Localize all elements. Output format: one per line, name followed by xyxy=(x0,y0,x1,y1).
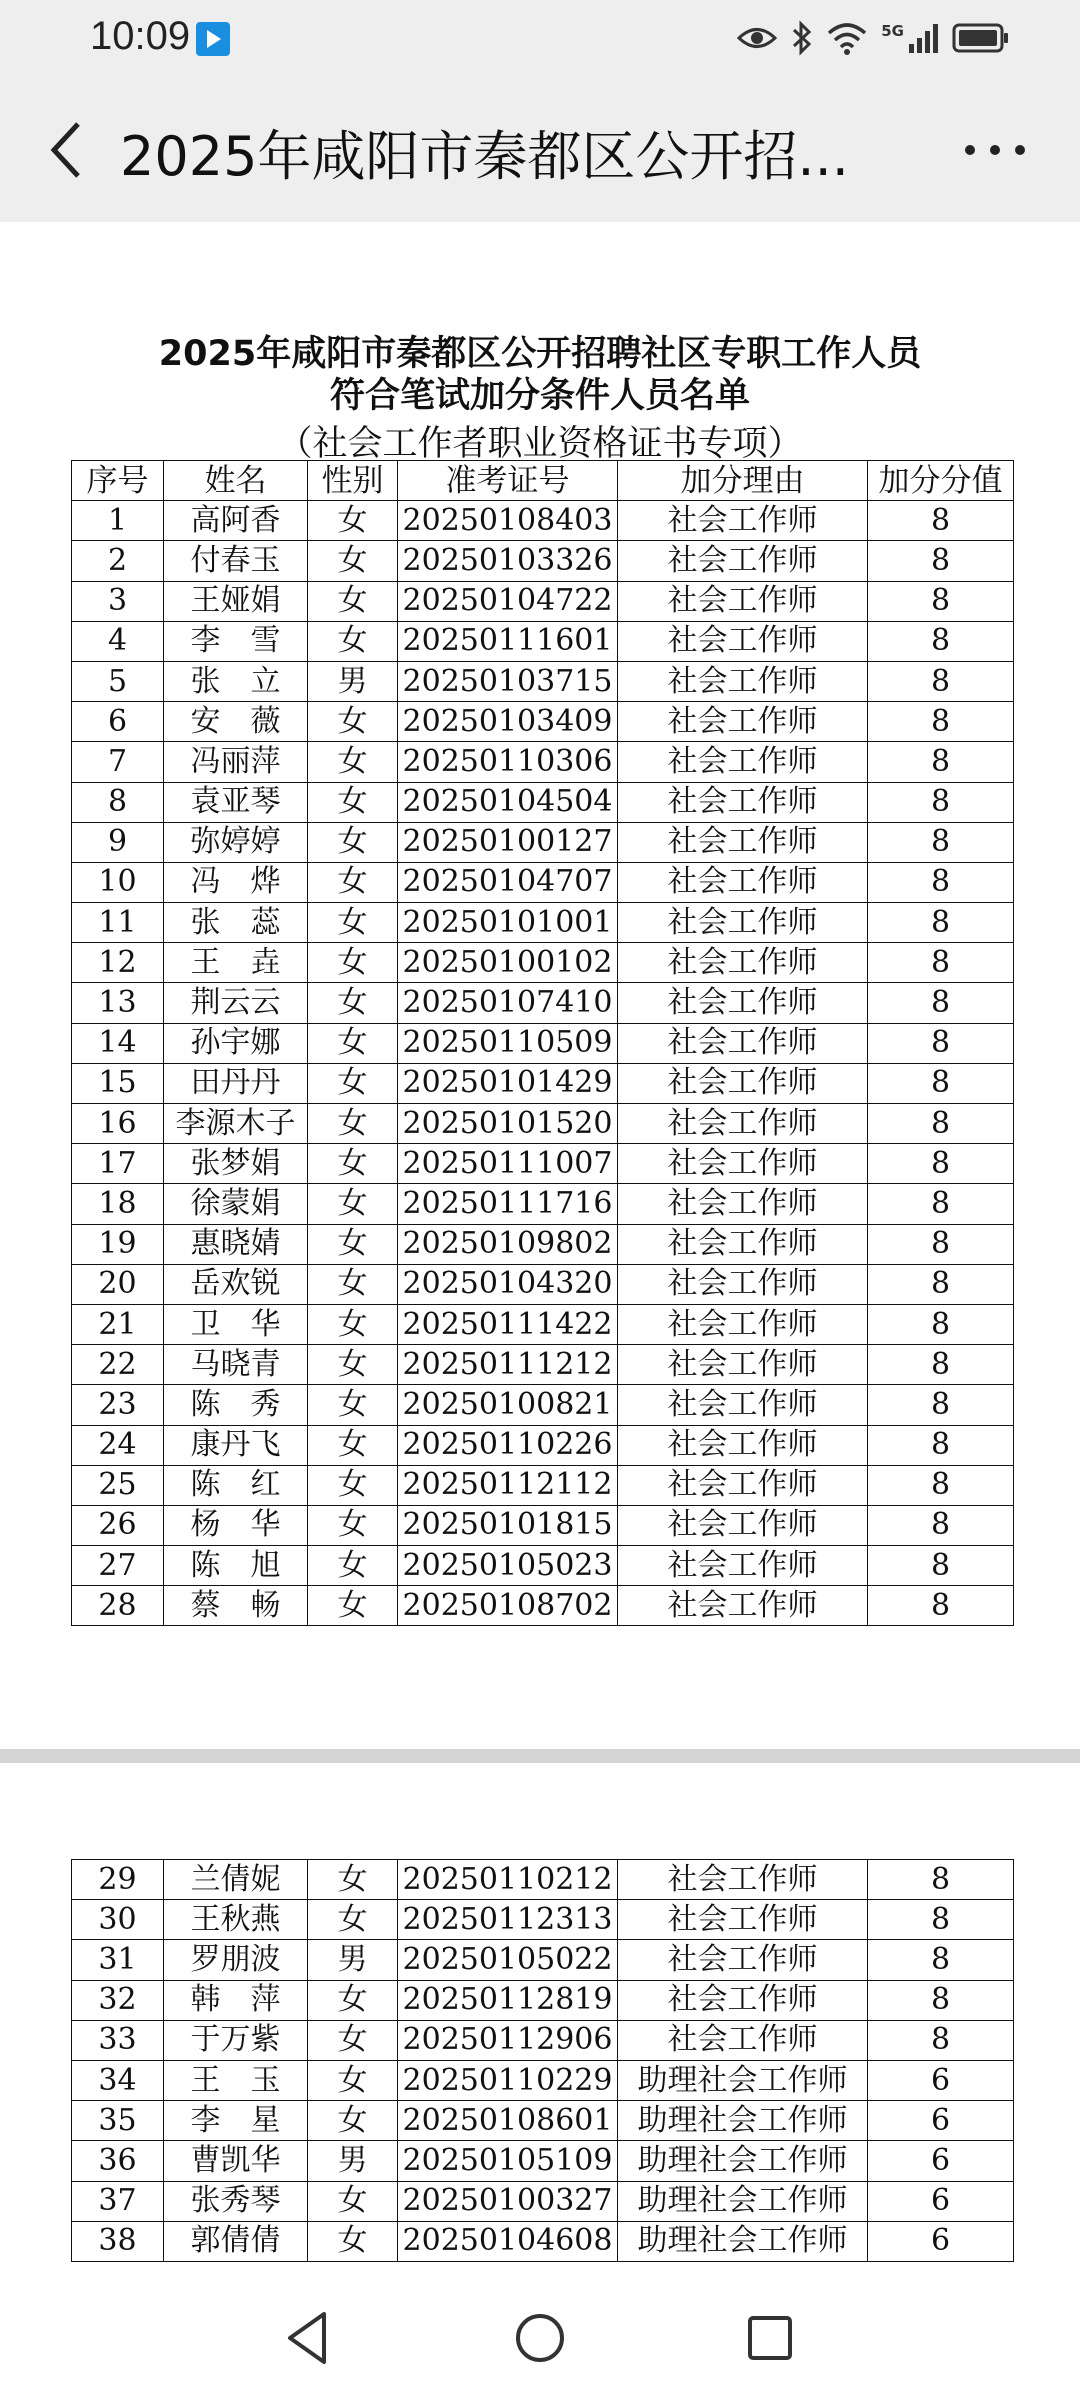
cell-gender: 女 xyxy=(308,2181,398,2221)
cell-exam-id: 20250110212 xyxy=(398,1860,618,1900)
cell-gender: 女 xyxy=(308,862,398,902)
cell-gender: 女 xyxy=(308,1505,398,1545)
more-options-icon[interactable] xyxy=(960,130,1030,170)
cell-index: 7 xyxy=(72,742,164,782)
cell-exam-id: 20250109802 xyxy=(398,1224,618,1264)
cell-index: 4 xyxy=(72,621,164,661)
cell-reason: 社会工作师 xyxy=(618,1900,868,1940)
table-row xyxy=(72,782,1014,822)
cell-gender: 女 xyxy=(308,822,398,862)
cell-index: 24 xyxy=(72,1425,164,1465)
cell-index: 21 xyxy=(72,1304,164,1344)
cell-name: 王 玉 xyxy=(164,2060,308,2100)
cell-name: 曹凯华 xyxy=(164,2141,308,2181)
cell-points: 8 xyxy=(868,822,1014,862)
cell-reason: 社会工作师 xyxy=(618,1345,868,1385)
cell-exam-id: 20250100127 xyxy=(398,822,618,862)
status-bar xyxy=(0,0,1080,78)
cell-exam-id: 20250110509 xyxy=(398,1023,618,1063)
cell-index: 35 xyxy=(72,2101,164,2141)
cell-points: 8 xyxy=(868,1385,1014,1425)
cell-index: 12 xyxy=(72,943,164,983)
cell-name: 孙宇娜 xyxy=(164,1023,308,1063)
cell-points: 8 xyxy=(868,1980,1014,2020)
table-row xyxy=(72,2141,1014,2181)
cell-name: 卫 华 xyxy=(164,1304,308,1344)
table-row xyxy=(72,2181,1014,2221)
notification-app-icon xyxy=(196,22,230,56)
cell-gender: 女 xyxy=(308,501,398,541)
cell-exam-id: 20250103409 xyxy=(398,702,618,742)
cell-exam-id: 20250103715 xyxy=(398,661,618,701)
cell-name: 田丹丹 xyxy=(164,1063,308,1103)
cell-gender: 女 xyxy=(308,1425,398,1465)
cell-name: 陈 秀 xyxy=(164,1385,308,1425)
cell-name: 冯 烨 xyxy=(164,862,308,902)
cell-exam-id: 20250111422 xyxy=(398,1304,618,1344)
cell-gender: 女 xyxy=(308,541,398,581)
cell-gender: 女 xyxy=(308,1546,398,1586)
page-title: 2025年咸阳市秦都区公开招... xyxy=(120,125,849,188)
table-row xyxy=(72,621,1014,661)
table-row xyxy=(72,2020,1014,2060)
table-row xyxy=(72,1184,1014,1224)
document-title-line2: 符合笔试加分条件人员名单 xyxy=(329,376,750,416)
cell-gender: 女 xyxy=(308,1900,398,1940)
cell-points: 8 xyxy=(868,702,1014,742)
cell-name: 张 蕊 xyxy=(164,903,308,943)
cell-name: 韩 萍 xyxy=(164,1980,308,2020)
cell-reason: 助理社会工作师 xyxy=(618,2141,868,2181)
cell-reason: 助理社会工作师 xyxy=(618,2221,868,2261)
cell-index: 14 xyxy=(72,1023,164,1063)
cell-points: 8 xyxy=(868,782,1014,822)
cell-index: 17 xyxy=(72,1144,164,1184)
cell-points: 8 xyxy=(868,1425,1014,1465)
cell-exam-id: 20250105023 xyxy=(398,1546,618,1586)
cell-gender: 女 xyxy=(308,1063,398,1103)
header-index: 序号 xyxy=(72,461,164,501)
cell-points: 8 xyxy=(868,903,1014,943)
cell-reason: 社会工作师 xyxy=(618,862,868,902)
cell-points: 8 xyxy=(868,1940,1014,1980)
signal-icon xyxy=(908,22,938,54)
cell-name: 李 星 xyxy=(164,2101,308,2141)
cell-gender: 女 xyxy=(308,1980,398,2020)
cell-reason: 社会工作师 xyxy=(618,1104,868,1144)
table-row xyxy=(72,1385,1014,1425)
cell-exam-id: 20250110306 xyxy=(398,742,618,782)
table-row xyxy=(72,702,1014,742)
cell-points: 6 xyxy=(868,2181,1014,2221)
table-row xyxy=(72,2221,1014,2261)
cell-gender: 女 xyxy=(308,1184,398,1224)
table-row xyxy=(72,1304,1014,1344)
table-row xyxy=(72,1860,1014,1900)
cell-exam-id: 20250104504 xyxy=(398,782,618,822)
cell-name: 王 垚 xyxy=(164,943,308,983)
cell-exam-id: 20250105022 xyxy=(398,1940,618,1980)
cell-reason: 社会工作师 xyxy=(618,1465,868,1505)
cell-gender: 女 xyxy=(308,1586,398,1626)
network-type-label: 5G xyxy=(881,22,904,40)
cell-exam-id: 20250108403 xyxy=(398,501,618,541)
cell-exam-id: 20250111007 xyxy=(398,1144,618,1184)
cell-reason: 社会工作师 xyxy=(618,782,868,822)
cell-reason: 社会工作师 xyxy=(618,621,868,661)
cell-points: 8 xyxy=(868,541,1014,581)
cell-reason: 社会工作师 xyxy=(618,983,868,1023)
header-points: 加分分值 xyxy=(868,461,1014,501)
cell-name: 高阿香 xyxy=(164,501,308,541)
cell-name: 张秀琴 xyxy=(164,2181,308,2221)
cell-exam-id: 20250100327 xyxy=(398,2181,618,2221)
home-circle-icon[interactable] xyxy=(508,2306,572,2370)
cell-reason: 社会工作师 xyxy=(618,1304,868,1344)
cell-reason: 社会工作师 xyxy=(618,822,868,862)
table-header-row xyxy=(72,461,1014,501)
cell-index: 9 xyxy=(72,822,164,862)
cell-index: 10 xyxy=(72,862,164,902)
cell-name: 王秋燕 xyxy=(164,1900,308,1940)
cell-gender: 男 xyxy=(308,661,398,701)
cell-gender: 女 xyxy=(308,1144,398,1184)
cell-points: 8 xyxy=(868,1900,1014,1940)
battery-icon xyxy=(952,23,1010,53)
cell-gender: 女 xyxy=(308,742,398,782)
cell-index: 34 xyxy=(72,2060,164,2100)
cell-name: 付春玉 xyxy=(164,541,308,581)
recents-square-icon[interactable] xyxy=(738,2306,802,2370)
cell-gender: 女 xyxy=(308,943,398,983)
cell-name: 于万紫 xyxy=(164,2020,308,2060)
cell-reason: 社会工作师 xyxy=(618,1385,868,1425)
cell-index: 30 xyxy=(72,1900,164,1940)
cell-exam-id: 20250101001 xyxy=(398,903,618,943)
cell-name: 荆云云 xyxy=(164,983,308,1023)
cell-name: 冯丽萍 xyxy=(164,742,308,782)
cell-index: 19 xyxy=(72,1224,164,1264)
page-separator xyxy=(0,1749,1080,1763)
candidate-table-page1 xyxy=(71,460,1014,1626)
cell-gender: 女 xyxy=(308,903,398,943)
table-row xyxy=(72,1144,1014,1184)
cell-points: 8 xyxy=(868,661,1014,701)
cell-gender: 女 xyxy=(308,581,398,621)
cell-reason: 助理社会工作师 xyxy=(618,2060,868,2100)
candidate-table-page2 xyxy=(71,1859,1014,2262)
cell-gender: 女 xyxy=(308,1860,398,1900)
cell-points: 8 xyxy=(868,2020,1014,2060)
cell-gender: 女 xyxy=(308,1385,398,1425)
cell-gender: 女 xyxy=(308,2020,398,2060)
cell-index: 26 xyxy=(72,1505,164,1545)
cell-gender: 女 xyxy=(308,1465,398,1505)
cell-gender: 女 xyxy=(308,1224,398,1264)
cell-exam-id: 20250112819 xyxy=(398,1980,618,2020)
cell-index: 28 xyxy=(72,1586,164,1626)
cell-index: 23 xyxy=(72,1385,164,1425)
cell-name: 安 薇 xyxy=(164,702,308,742)
cell-reason: 社会工作师 xyxy=(618,1505,868,1545)
cell-index: 3 xyxy=(72,581,164,621)
cell-reason: 社会工作师 xyxy=(618,1940,868,1980)
table-row xyxy=(72,1586,1014,1626)
cell-index: 13 xyxy=(72,983,164,1023)
bluetooth-icon xyxy=(791,20,813,56)
cell-index: 5 xyxy=(72,661,164,701)
cell-name: 李 雪 xyxy=(164,621,308,661)
cell-exam-id: 20250111601 xyxy=(398,621,618,661)
table-row xyxy=(72,1505,1014,1545)
cell-index: 20 xyxy=(72,1264,164,1304)
table-row xyxy=(72,2060,1014,2100)
cell-index: 22 xyxy=(72,1345,164,1385)
cell-points: 6 xyxy=(868,2221,1014,2261)
cell-points: 6 xyxy=(868,2060,1014,2100)
header-reason: 加分理由 xyxy=(618,461,868,501)
cell-exam-id: 20250112906 xyxy=(398,2020,618,2060)
table-row xyxy=(72,501,1014,541)
table-row xyxy=(72,1980,1014,2020)
cell-points: 8 xyxy=(868,1546,1014,1586)
cell-exam-id: 20250101520 xyxy=(398,1104,618,1144)
cell-reason: 社会工作师 xyxy=(618,2020,868,2060)
table-row xyxy=(72,862,1014,902)
cell-exam-id: 20250101815 xyxy=(398,1505,618,1545)
cell-exam-id: 20250108601 xyxy=(398,2101,618,2141)
document-title-line1: 2025年咸阳市秦都区公开招聘社区专职工作人员 xyxy=(158,334,922,374)
cell-gender: 女 xyxy=(308,782,398,822)
cell-points: 8 xyxy=(868,943,1014,983)
cell-points: 8 xyxy=(868,1224,1014,1264)
cell-index: 27 xyxy=(72,1546,164,1586)
back-arrow-icon[interactable] xyxy=(40,116,96,184)
cell-reason: 社会工作师 xyxy=(618,903,868,943)
cell-index: 15 xyxy=(72,1063,164,1103)
cell-exam-id: 20250100821 xyxy=(398,1385,618,1425)
cell-gender: 女 xyxy=(308,1264,398,1304)
cell-exam-id: 20250108702 xyxy=(398,1586,618,1626)
cell-name: 袁亚琴 xyxy=(164,782,308,822)
cell-name: 马晓青 xyxy=(164,1345,308,1385)
document-viewer[interactable] xyxy=(0,222,1080,2276)
table-row xyxy=(72,1104,1014,1144)
cell-index: 1 xyxy=(72,501,164,541)
document-subtitle: （社会工作者职业资格证书专项） xyxy=(277,424,803,464)
cell-reason: 社会工作师 xyxy=(618,1425,868,1465)
table-row xyxy=(72,1264,1014,1304)
cell-points: 8 xyxy=(868,1184,1014,1224)
back-triangle-icon[interactable] xyxy=(276,2306,340,2370)
cell-reason: 社会工作师 xyxy=(618,541,868,581)
navigation-bar xyxy=(0,2276,1080,2400)
cell-points: 8 xyxy=(868,501,1014,541)
cell-reason: 社会工作师 xyxy=(618,1023,868,1063)
cell-reason: 社会工作师 xyxy=(618,702,868,742)
table-row xyxy=(72,943,1014,983)
cell-name: 李源木子 xyxy=(164,1104,308,1144)
table-row xyxy=(72,2101,1014,2141)
cell-reason: 社会工作师 xyxy=(618,1224,868,1264)
cell-name: 徐蒙娟 xyxy=(164,1184,308,1224)
cell-gender: 女 xyxy=(308,1345,398,1385)
cell-exam-id: 20250104722 xyxy=(398,581,618,621)
table-row xyxy=(72,1224,1014,1264)
cell-reason: 社会工作师 xyxy=(618,661,868,701)
cell-reason: 助理社会工作师 xyxy=(618,2101,868,2141)
cell-reason: 社会工作师 xyxy=(618,943,868,983)
cell-reason: 助理社会工作师 xyxy=(618,2181,868,2221)
cell-exam-id: 20250104320 xyxy=(398,1264,618,1304)
cell-points: 8 xyxy=(868,1264,1014,1304)
cell-gender: 女 xyxy=(308,1104,398,1144)
cell-name: 惠晓婧 xyxy=(164,1224,308,1264)
table-row xyxy=(72,903,1014,943)
table-row xyxy=(72,983,1014,1023)
cell-points: 6 xyxy=(868,2101,1014,2141)
status-icons xyxy=(737,20,1010,56)
cell-reason: 社会工作师 xyxy=(618,1860,868,1900)
cell-name: 杨 华 xyxy=(164,1505,308,1545)
cell-exam-id: 20250112112 xyxy=(398,1465,618,1505)
cell-reason: 社会工作师 xyxy=(618,1144,868,1184)
cell-gender: 女 xyxy=(308,983,398,1023)
cell-points: 8 xyxy=(868,983,1014,1023)
cell-name: 康丹飞 xyxy=(164,1425,308,1465)
cell-index: 29 xyxy=(72,1860,164,1900)
cell-index: 32 xyxy=(72,1980,164,2020)
cell-gender: 女 xyxy=(308,1304,398,1344)
cell-name: 张梦娟 xyxy=(164,1144,308,1184)
table-row xyxy=(72,1465,1014,1505)
cell-reason: 社会工作师 xyxy=(618,581,868,621)
header-exam-id: 准考证号 xyxy=(398,461,618,501)
table-row xyxy=(72,541,1014,581)
cell-name: 陈 红 xyxy=(164,1465,308,1505)
table-row xyxy=(72,1940,1014,1980)
cell-index: 37 xyxy=(72,2181,164,2221)
wifi-icon xyxy=(827,21,867,55)
cell-gender: 男 xyxy=(308,1940,398,1980)
cell-reason: 社会工作师 xyxy=(618,1586,868,1626)
cell-exam-id: 20250110226 xyxy=(398,1425,618,1465)
cell-reason: 社会工作师 xyxy=(618,1063,868,1103)
table-row xyxy=(72,1345,1014,1385)
cell-index: 38 xyxy=(72,2221,164,2261)
cell-index: 16 xyxy=(72,1104,164,1144)
cell-points: 8 xyxy=(868,1505,1014,1545)
cell-name: 蔡 畅 xyxy=(164,1586,308,1626)
table-row xyxy=(72,1900,1014,1940)
cell-gender: 女 xyxy=(308,1023,398,1063)
cell-name: 罗朋波 xyxy=(164,1940,308,1980)
cell-exam-id: 20250104608 xyxy=(398,2221,618,2261)
table-row xyxy=(72,822,1014,862)
cell-exam-id: 20250101429 xyxy=(398,1063,618,1103)
cell-exam-id: 20250105109 xyxy=(398,2141,618,2181)
cell-exam-id: 20250104707 xyxy=(398,862,618,902)
header-gender: 性别 xyxy=(308,461,398,501)
cell-index: 2 xyxy=(72,541,164,581)
app-bar xyxy=(0,78,1080,222)
cell-points: 8 xyxy=(868,1465,1014,1505)
cell-points: 8 xyxy=(868,1104,1014,1144)
table-row xyxy=(72,581,1014,621)
table-row xyxy=(72,1063,1014,1103)
cell-points: 8 xyxy=(868,1304,1014,1344)
cell-name: 弥婷婷 xyxy=(164,822,308,862)
cell-gender: 女 xyxy=(308,621,398,661)
cell-reason: 社会工作师 xyxy=(618,1264,868,1304)
cell-points: 8 xyxy=(868,621,1014,661)
cell-exam-id: 20250100102 xyxy=(398,943,618,983)
cell-name: 兰倩妮 xyxy=(164,1860,308,1900)
cell-index: 6 xyxy=(72,702,164,742)
cell-gender: 女 xyxy=(308,2221,398,2261)
cell-points: 8 xyxy=(868,1345,1014,1385)
cell-gender: 女 xyxy=(308,702,398,742)
cell-points: 6 xyxy=(868,2141,1014,2181)
cell-name: 张 立 xyxy=(164,661,308,701)
cell-points: 8 xyxy=(868,1860,1014,1900)
cell-index: 31 xyxy=(72,1940,164,1980)
cell-points: 8 xyxy=(868,862,1014,902)
cell-index: 33 xyxy=(72,2020,164,2060)
cell-exam-id: 20250110229 xyxy=(398,2060,618,2100)
cell-name: 陈 旭 xyxy=(164,1546,308,1586)
cell-exam-id: 20250111716 xyxy=(398,1184,618,1224)
cell-exam-id: 20250111212 xyxy=(398,1345,618,1385)
cell-index: 11 xyxy=(72,903,164,943)
cell-name: 王娅娟 xyxy=(164,581,308,621)
status-time: 10:09 xyxy=(90,14,191,58)
cell-name: 岳欢锐 xyxy=(164,1264,308,1304)
table-row xyxy=(72,661,1014,701)
header-name: 姓名 xyxy=(164,461,308,501)
cell-exam-id: 20250107410 xyxy=(398,983,618,1023)
cell-gender: 女 xyxy=(308,2101,398,2141)
cell-points: 8 xyxy=(868,742,1014,782)
cell-gender: 女 xyxy=(308,2060,398,2100)
cell-reason: 社会工作师 xyxy=(618,742,868,782)
table-row xyxy=(72,1546,1014,1586)
cell-reason: 社会工作师 xyxy=(618,501,868,541)
cell-reason: 社会工作师 xyxy=(618,1546,868,1586)
cell-points: 8 xyxy=(868,1586,1014,1626)
cell-points: 8 xyxy=(868,1063,1014,1103)
cell-index: 8 xyxy=(72,782,164,822)
cell-gender: 男 xyxy=(308,2141,398,2181)
cell-index: 18 xyxy=(72,1184,164,1224)
cell-name: 郭倩倩 xyxy=(164,2221,308,2261)
cell-reason: 社会工作师 xyxy=(618,1980,868,2020)
cell-index: 36 xyxy=(72,2141,164,2181)
cell-points: 8 xyxy=(868,581,1014,621)
cell-exam-id: 20250103326 xyxy=(398,541,618,581)
table-row xyxy=(72,1023,1014,1063)
cell-exam-id: 20250112313 xyxy=(398,1900,618,1940)
cell-reason: 社会工作师 xyxy=(618,1184,868,1224)
eye-icon xyxy=(737,23,777,53)
cell-index: 25 xyxy=(72,1465,164,1505)
cell-points: 8 xyxy=(868,1023,1014,1063)
table-row xyxy=(72,742,1014,782)
cell-points: 8 xyxy=(868,1144,1014,1184)
table-row xyxy=(72,1425,1014,1465)
